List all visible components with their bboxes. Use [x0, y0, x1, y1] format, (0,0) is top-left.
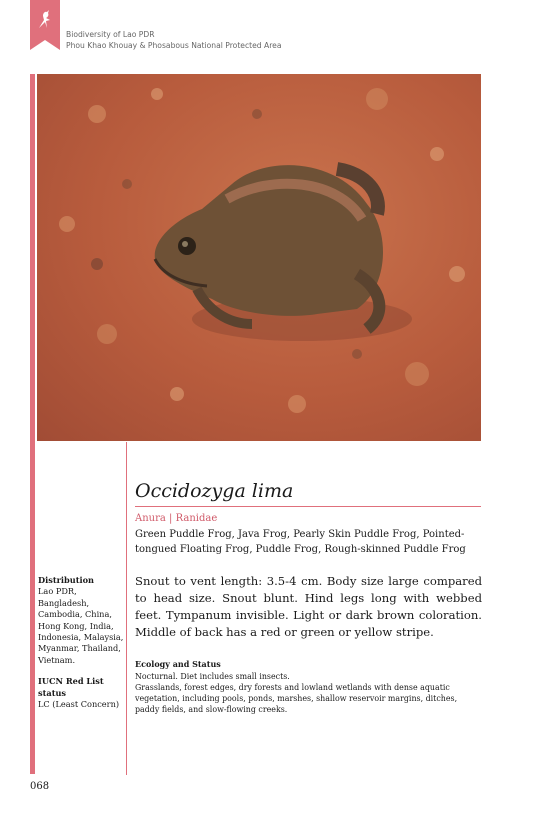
header-text: [66, 29, 282, 51]
taxonomy-separator: |: [169, 513, 173, 524]
info-sidebar: [38, 575, 124, 720]
title-rule: [135, 506, 481, 507]
frog-photo: [37, 74, 481, 441]
left-accent-bar: [30, 74, 35, 774]
page-number: 068: [30, 781, 50, 792]
ecology-text: [135, 671, 483, 715]
common-names: Green Puddle Frog, Java Frog, Pearly Skin Puddle Frog, Pointed-tongued Floating Frog, Puddle Frog, Rough-skinned Puddle Frog: [135, 529, 466, 555]
species-description: Snout to vent length: 3.5-4 cm. Body size large compared to head size. Snout blunt. Hind legs long with webbed feet. Tympanum invisible. Light or dark brown coloration. Middle of back has a red or green or yellow stripe.: [135, 574, 482, 639]
iucn-label: IUCN Red List status: [38, 676, 104, 698]
iucn-block: [38, 676, 124, 710]
distribution-block: [38, 575, 124, 666]
crane-bird-icon: [35, 8, 55, 30]
ecology-line-2: Grasslands, forest edges, dry forests and lowland wetlands with dense aquatic vegetation, including pools, ponds, marshes, shallow reservoir margins, ditches, paddy fields, and slow-flowing creeks.: [135, 683, 458, 714]
distribution-value: Lao PDR, Bangladesh, Cambodia, China, Hong Kong, India, Indonesia, Malaysia, Myanmar, Thailand, Vietnam.: [38, 586, 124, 665]
taxonomy-order: Anura: [135, 513, 166, 524]
header-logo-tab: [30, 0, 60, 50]
distribution-label: Distribution: [38, 575, 95, 585]
ecology-line-1: Nocturnal. Diet includes small insects.: [135, 672, 290, 681]
column-divider: [126, 442, 127, 775]
header-subtitle: Phou Khao Khouay & Phosabous National Protected Area: [66, 41, 282, 50]
taxonomy-family: Ranidae: [175, 513, 218, 524]
header-title: Biodiversity of Lao PDR: [66, 30, 155, 39]
species-scientific-name: Occidozyga lima: [135, 480, 294, 502]
ecology-heading: Ecology and Status: [135, 659, 221, 669]
taxonomy-line: [135, 513, 217, 524]
iucn-value: LC (Least Concern): [38, 699, 120, 710]
